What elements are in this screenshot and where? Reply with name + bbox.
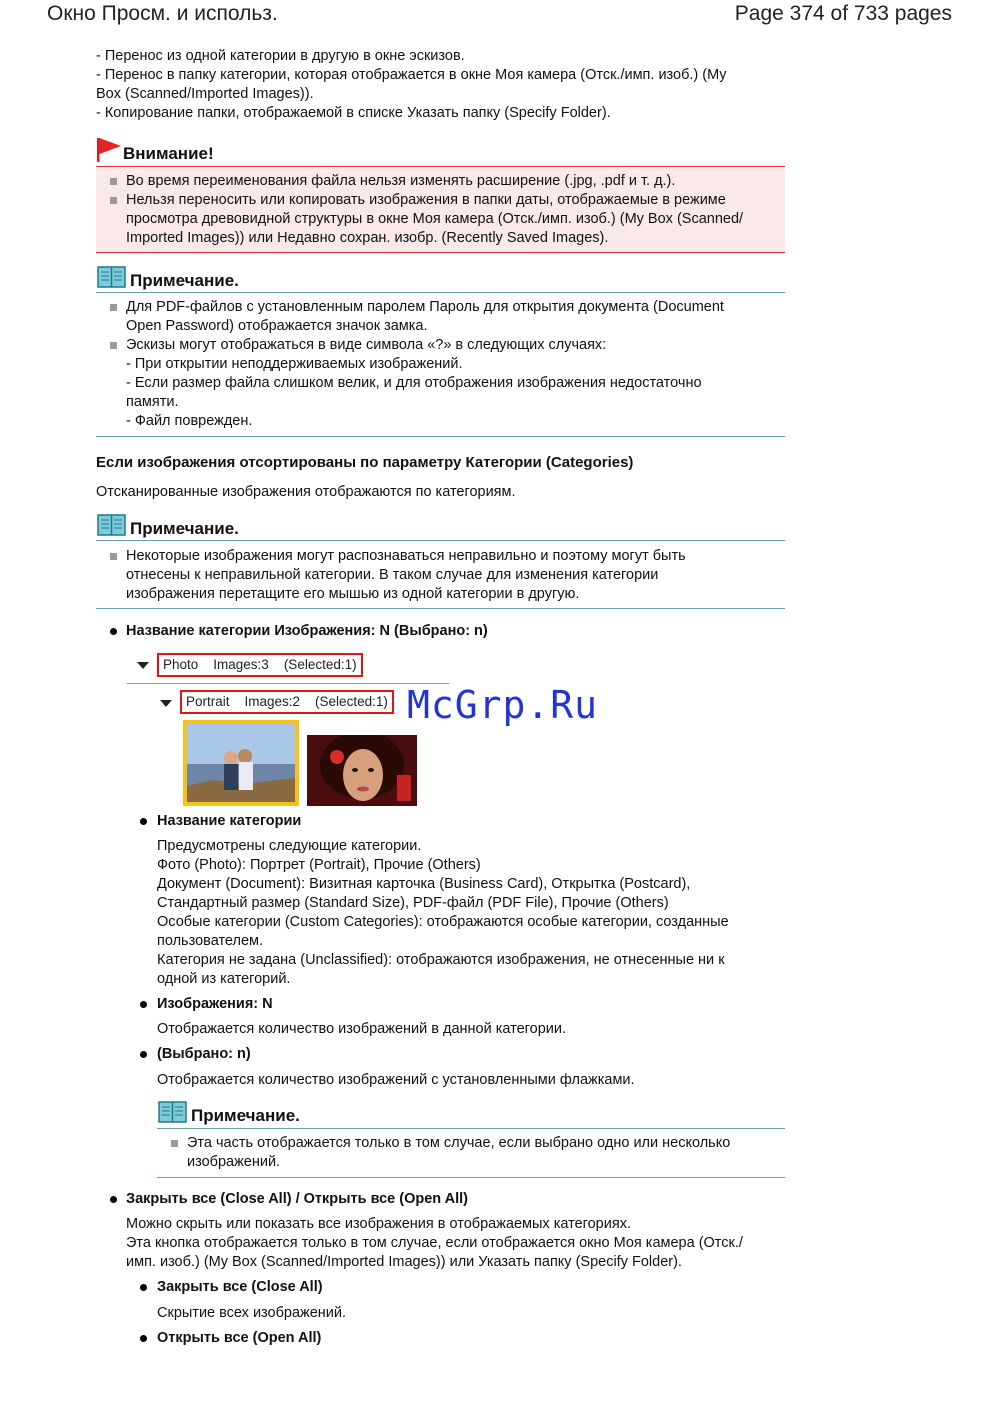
note-line: памяти. [126,394,179,410]
thumbnail-portrait[interactable] [307,735,417,806]
intro-line: - Перенос в папку категории, которая отображается в окне Моя камера (Отск./имп. изоб.) (My [96,67,727,83]
bullet-square-icon [110,553,117,560]
bullet-dot-icon [140,1051,147,1058]
note-line: Эскизы могут отображаться в виде символа «?» в следующих случаях: [126,337,607,353]
intro-line: Box (Scanned/Imported Images)). [96,86,314,102]
note-rule [157,1177,785,1178]
page-counter: Page 374 of 733 pages [734,2,952,25]
bullet-square-icon [110,342,117,349]
flag-icon [96,137,122,163]
sub-line: Фото (Photo): Портрет (Portrait), Прочие (Others) [157,857,481,873]
sub-line: Отображается количество изображений в данной категории. [157,1021,566,1037]
bullet-dot-icon [110,1196,117,1203]
sub-line: одной из категорий. [157,971,291,987]
warning-line: Imported Images)) или Недавно сохран. изобр. (Recently Saved Images). [126,230,609,246]
sub-line: Стандартный размер (Standard Size), PDF-файл (PDF File), Прочие (Others) [157,895,669,911]
note-line: Эта часть отображается только в том случае, если выбрано одно или несколько [187,1135,731,1151]
note-line: Некоторые изображения могут распознаваться неправильно и поэтому могут быть [126,548,686,564]
watermark-text: McGrp.Ru [407,683,599,727]
bullet-dot-icon [140,1001,147,1008]
warning-title: Внимание! [123,144,214,163]
note-rule [96,540,785,541]
sub-line: Документ (Document): Визитная карточка (Business Card), Открытка (Postcard), [157,876,691,892]
collapse-triangle-icon[interactable] [137,662,149,669]
bullet-square-icon [110,197,117,204]
sub-title: Изображения: N [157,996,273,1012]
note-rule [96,292,785,293]
bullet-line: Можно скрыть или показать все изображения в отображаемых категориях. [126,1216,631,1232]
bullet-title: Закрыть все (Close All) / Открыть все (Open All) [126,1191,469,1207]
book-icon [158,1101,187,1123]
note-line: - Если размер файла слишком велик, и для отображения изображения недостаточно [126,375,702,391]
bullet-dot-icon [140,1335,147,1342]
bullet-square-icon [110,178,117,185]
category-divider [127,683,449,684]
warning-line: просмотра древовидной структуры в окне Моя камера (Отск./имп. изоб.) (My Box (Scanned/ [126,211,744,227]
note-title: Примечание. [191,1106,300,1125]
note-line: Open Password) отображается значок замка. [126,318,428,334]
section-heading: Если изображения отсортированы по параметру Категории (Categories) [96,454,634,471]
bullet-dot-icon [110,628,117,635]
note-line: - При открытии неподдерживаемых изображений. [126,356,463,372]
bullet-dot-icon [140,1284,147,1291]
sub-line: Особые категории (Custom Categories): отображаются особые категории, созданные [157,914,729,930]
bullet-square-icon [110,304,117,311]
book-icon [97,514,126,536]
bullet-line: Эта кнопка отображается только в том случае, если отображается окно Моя камера (Отск./ [126,1235,743,1251]
note-line: отнесены к неправильной категории. В таком случае для изменения категории [126,567,659,583]
note-rule [96,436,785,437]
intro-line: - Копирование папки, отображаемой в списке Указать папку (Specify Folder). [96,105,611,121]
sub-line: Скрытие всех изображений. [157,1305,347,1321]
note-rule [96,608,785,609]
sub-line: Предусмотрены следующие категории. [157,838,422,854]
thumbnail-couple[interactable] [183,720,299,806]
sub-line: Отображается количество изображений с установленными флажками. [157,1072,635,1088]
sub-title: Закрыть все (Close All) [157,1279,323,1295]
sub-title: (Выбрано: n) [157,1046,251,1062]
bullet-square-icon [171,1140,178,1147]
header-title: Окно Просм. и использ. [47,2,278,25]
sub-line: Категория не задана (Unclassified): отображаются изображения, не отнесенные ни к [157,952,725,968]
bullet-dot-icon [140,818,147,825]
note-title: Примечание. [130,271,239,290]
note-line: изображения перетащите его мышью из одной категории в другую. [126,586,580,602]
note-line: - Файл поврежден. [126,413,253,429]
warning-rule [96,166,785,167]
sub-title: Открыть все (Open All) [157,1330,322,1346]
category-label-photo[interactable]: Photo Images:3 (Selected:1) [157,653,363,677]
note-line: Для PDF-файлов с установленным паролем Пароль для открытия документа (Document [126,299,724,315]
category-label-portrait[interactable]: Portrait Images:2 (Selected:1) [180,690,394,714]
book-icon [97,266,126,288]
note-title: Примечание. [130,519,239,538]
warning-line: Нельзя переносить или копировать изображения в папки даты, отображаемые в режиме [126,192,726,208]
note-line: изображений. [187,1154,281,1170]
bullet-title: Название категории Изображения: N (Выбрано: n) [126,623,488,639]
warning-line: Во время переименования файла нельзя изменять расширение (.jpg, .pdf и т. д.). [126,173,676,189]
intro-line: - Перенос из одной категории в другую в окне эскизов. [96,48,465,64]
section-text: Отсканированные изображения отображаются по категориям. [96,484,516,500]
collapse-triangle-icon[interactable] [160,700,172,707]
bullet-line: имп. изоб.) (My Box (Scanned/Imported Images)) или Указать папку (Specify Folder). [126,1254,682,1270]
sub-title: Название категории [157,813,302,829]
note-rule [157,1128,785,1129]
sub-line: пользователем. [157,933,264,949]
